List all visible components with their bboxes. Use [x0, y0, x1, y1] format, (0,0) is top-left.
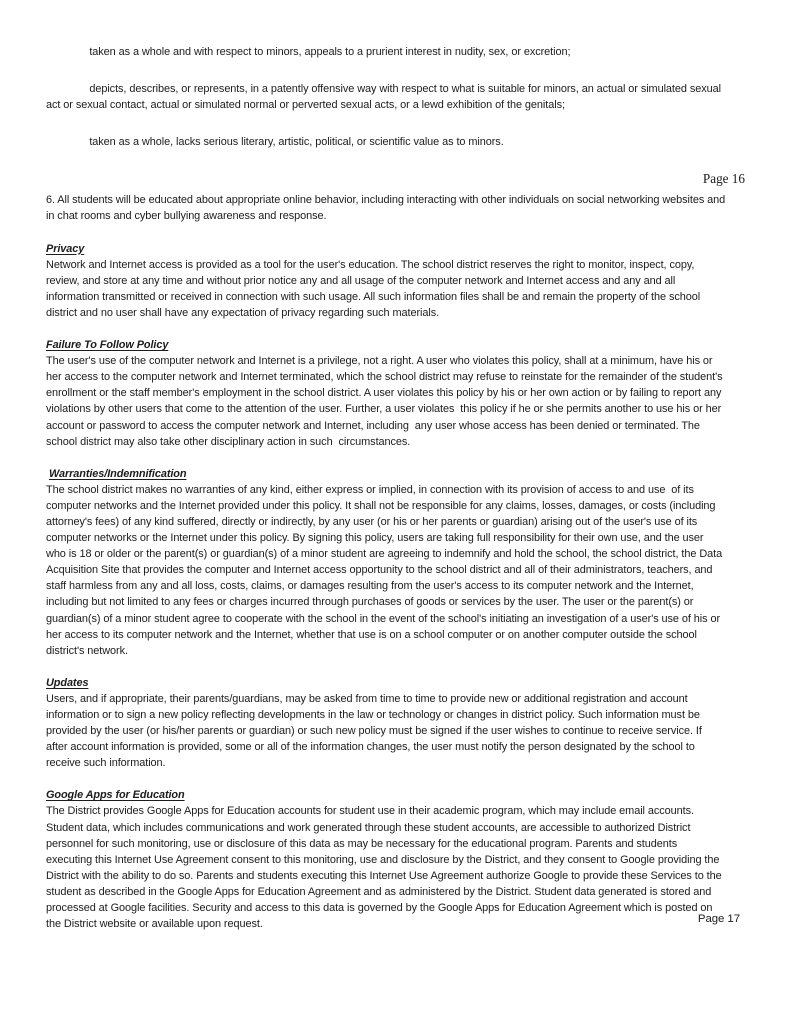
section-body-updates: Users, and if appropriate, their parents/guardians, may be asked from time to time to provide new or additional registration and account information or to sign a new policy reflecting developments in the law or technology or changes in district policy. Such information must be provided by the user (or his/her parents or guardian) or such new policy must be signed if the user wishes to continue to receive service. If after account information is provided, some or all of the information changes, the user must notify the person designated by the school to receive such information.	[46, 692, 705, 770]
section-body-privacy: Network and Internet access is provided as a tool for the user's education. The school district reserves the right to monitor, inspect, copy, review, and store at any time and without prior notice any and all usage of the computer network and Internet access and any and all information transmitted or received in connection with such usage. All such information files shall be and remain the property of the school district and no user shall have any expectation of privacy regarding such materials.	[46, 258, 704, 319]
spacer	[46, 171, 726, 192]
section-heading-google-apps-for-education: Google Apps for Education	[46, 789, 185, 802]
section-body-google-apps-for-education: The District provides Google Apps for Education accounts for student use in their academic program, which may include email accounts. Student data, which includes communications and work generated through these student accounts, are accessible to authorized District personnel for such monitoring, use or disclosure of this data as may be necessary for the educational program. Parents and students executing this Internet Use Agreement consent to this monitoring, use and disclosure by the District, and they consent to Google providing the District with the ability to do so. Parents and students executing this Internet Use Agreement authorize Google to provide these Services to the student as described in the Google Apps for Education Agreement and as administered by the District. Student data generated is stored and processed at Google facilities. Security and access to this data is governed by the Google Apps for Education Agreement which is posted on the District website or available upon request.	[46, 805, 725, 931]
spacer	[46, 450, 726, 466]
section-heading-privacy: Privacy	[46, 242, 85, 255]
spacer	[46, 150, 726, 171]
spacer	[46, 321, 726, 337]
numbered-item-6: 6. All students will be educated about appropriate online behavior, including interacting with other individuals on social networking websites and in chat rooms and cyber bullying awareness and response.	[46, 194, 729, 223]
section-body-failure-to-follow-policy: The user's use of the computer network and Internet is a privilege, not a right. A user who violates this policy, shall at a minimum, have his or her access to the computer network and Internet terminated, which the school district may refuse to reinstate for the remainder of the student's enrollment or the staff member's employment in the school district. A user violates this policy by his or her own action or by failing to report any violations by other users that come to the attention of the user. Further, a user violates this policy if he or she permits another to use his or her account or password to access the computer network and Internet, including any user whose access has been denied or terminated. The school district may also take other disciplinary action in such circumstances.	[46, 355, 726, 448]
page-marker-top: Page 16	[702, 171, 745, 186]
quoted-clause-1: taken as a whole and with respect to minors, appeals to a prurient interest in nudity, sex, or excretion;	[89, 46, 571, 58]
section-body-warranties-indemnification: The school district makes no warranties of any kind, either express or implied, in connection with its provision of access to and use of its computer networks and the Internet provided under this policy. It shall not be responsible for any claims, losses, damages, or costs (including attorney's fees) of any kind suffered, directly or indirectly, by any user (or his or her parents or guardian) arising out of the user's use of its computer networks or the Internet under this policy. By signing this policy, users are taking full responsibility for their own use, and the user who is 18 or older or the parent(s) or guardian(s) of a minor student are agreeing to indemnify and hold the school, the school district, the Data Acquisition Site that provides the computer and Internet access opportunity to the school district and all of their administrators, teachers, and staff harmless from any and all loss, costs, claims, or damages resulting from the user's access to its computer network and the Internet, including but not limited to any fees or charges incurred through purchases of goods or services by the user. The user or the parent(s) or guardian(s) of a minor student agree to cooperate with the school in the event of the school's initiating an investigation of a user's use of his or her access to its computer network and the Internet, whether that use is on a school computer or on another computer outside the school district's network.	[46, 483, 725, 657]
section-heading-updates: Updates	[46, 676, 89, 689]
spacer	[46, 659, 726, 675]
quoted-clause-3: taken as a whole, lacks serious literary, artistic, political, or scientific value as to minors.	[89, 136, 504, 149]
document-text-body	[46, 44, 729, 932]
spacer	[46, 60, 726, 81]
spacer	[46, 113, 726, 134]
section-heading-failure-to-follow-policy: Failure To Follow Policy	[46, 339, 169, 352]
quoted-clause-2: depicts, describes, or represents, in a patently offensive way with respect to what is suitable for minors, an actual or simulated sexual act or sexual contact, actual or simulated normal or perverted sexual acts, or a lewd exhibition of the genitals;	[46, 83, 724, 112]
spacer	[46, 771, 726, 787]
spacer	[46, 225, 726, 241]
page-marker-bottom: Page 17	[697, 913, 740, 925]
section-heading-warranties-indemnification: Warranties/Indemnification	[48, 467, 187, 480]
